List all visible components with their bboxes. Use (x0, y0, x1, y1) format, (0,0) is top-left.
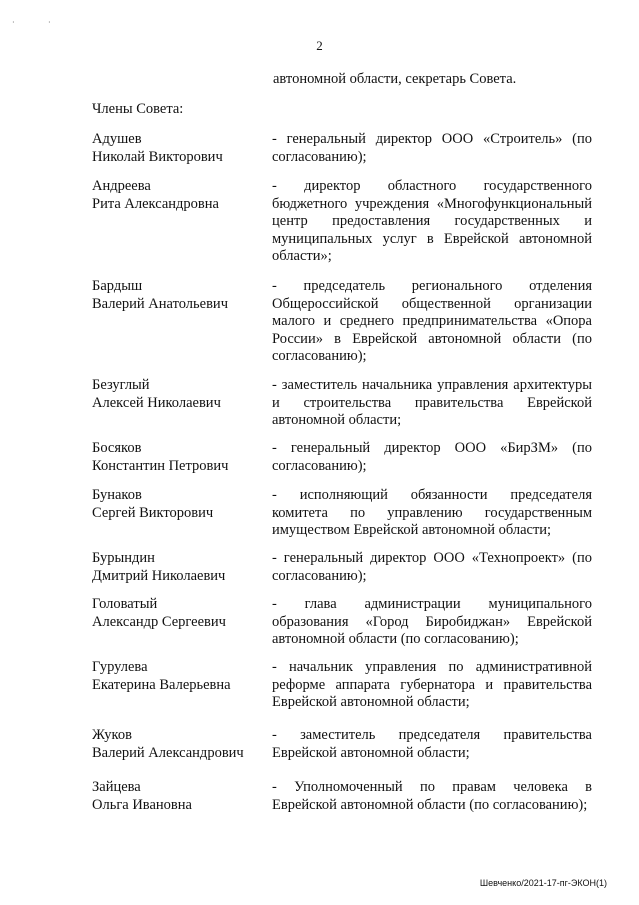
scan-speck: · (48, 18, 51, 27)
member-role: - заместитель председателя правительства Еврейской автономной области; (272, 727, 592, 761)
member-name (92, 278, 267, 313)
member-name (92, 659, 267, 694)
member-role: - директор областного государственного бюджетного учреждения «Многофункциональный центр предоставления государственных и муниципальных услуг в Еврейской автономной области»; (272, 178, 592, 264)
member-given-names: Валерий Александрович (92, 744, 244, 761)
member-given-names: Константин Петрович (92, 457, 229, 474)
member-role: - исполняющий обязанности председателя комитета по управлению государственным имуществом Еврейской автономной области; (272, 487, 592, 538)
member-given-names: Николай Викторович (92, 148, 223, 165)
member-surname: Адушев (92, 131, 142, 147)
member-surname: Гурулева (92, 659, 148, 675)
member-role: - генеральный директор ООО «Технопроект» (по согласованию); (272, 550, 592, 584)
scan-speck: · (12, 18, 15, 27)
continuation-text: автономной области, секретарь Совета. (273, 71, 517, 87)
member-name (92, 596, 267, 631)
member-role: - генеральный директор ООО «БирЗМ» (по согласованию); (272, 440, 592, 474)
member-role: - заместитель начальника управления архитектуры и строительства правительства Еврейской автономной области; (272, 377, 592, 428)
member-given-names: Дмитрий Николаевич (92, 567, 226, 584)
member-surname: Андреева (92, 178, 151, 194)
member-name (92, 131, 267, 166)
member-given-names: Екатерина Валерьевна (92, 676, 231, 693)
member-surname: Бунаков (92, 487, 142, 503)
member-given-names: Рита Александровна (92, 195, 219, 212)
member-role: - Уполномоченный по правам человека в Еврейской автономной области (по согласованию); (272, 779, 592, 813)
member-surname: Босяков (92, 440, 142, 456)
member-name (92, 550, 267, 585)
member-name (92, 440, 267, 475)
member-surname: Головатый (92, 596, 158, 612)
member-surname: Безуглый (92, 377, 150, 393)
member-given-names: Валерий Анатольевич (92, 295, 228, 312)
member-surname: Бардыш (92, 278, 143, 294)
member-name (92, 377, 267, 412)
member-surname: Зайцева (92, 779, 141, 795)
member-name (92, 178, 267, 213)
member-role: - генеральный директор ООО «Строитель» (по согласованию); (272, 131, 592, 165)
member-given-names: Алексей Николаевич (92, 394, 221, 411)
member-given-names: Ольга Ивановна (92, 796, 192, 813)
member-name (92, 487, 267, 522)
member-name (92, 779, 267, 814)
member-surname: Жуков (92, 727, 132, 743)
member-surname: Бурындин (92, 550, 155, 566)
member-role: - глава администрации муниципального образования «Город Биробиджан» Еврейской автономной области (по согласованию); (272, 596, 592, 647)
section-title: Члены Совета: (92, 101, 184, 117)
member-name (92, 727, 267, 762)
page-number: 2 (316, 38, 323, 53)
document-code: Шевченко/2021-17-пг-ЭКОН(1) (479, 878, 607, 888)
member-role: - начальник управления по административной реформе аппарата губернатора и правительства Еврейской автономной области; (272, 659, 592, 710)
member-role: - председатель регионального отделения Общероссийской общественной организации малого и среднего предпринимательства «Опора России» в Еврейской автономной области (по согласованию); (272, 278, 592, 364)
member-given-names: Сергей Викторович (92, 504, 214, 521)
member-given-names: Александр Сергеевич (92, 613, 226, 630)
